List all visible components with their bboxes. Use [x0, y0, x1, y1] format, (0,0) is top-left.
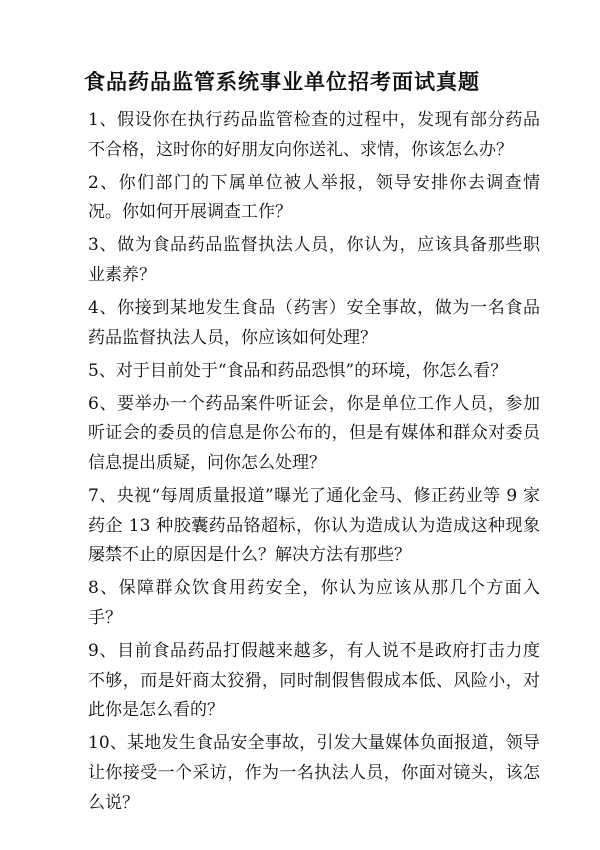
question-10: 10、某地发生食品安全事故，引发大量媒体负面报道，领导让你接受一个采访，作为一名执法人员，你面对镜头，该怎么说？ — [88, 733, 540, 813]
question-7: 7、央视“每周质量报道”曝光了通化金马、修正药业等 9 家药企 13 种胶囊药品铬超标，你认为造成认为造成这种现象屡禁不止的原因是什么？解决方法有那些？ — [88, 486, 540, 566]
question-3: 3、做为食品药品监督执法人员，你认为，应该具备那些职业素养？ — [88, 235, 540, 285]
question-4: 4、你接到某地发生食品（药害）安全事故，做为一名食品药品监督执法人员，你应该如何处理？ — [88, 298, 540, 348]
question-9: 9、目前食品药品打假越来越多，有人说不是政府打击力度不够，而是奸商太狡猾，同时制假售假成本低、风险小，对此你是怎么看的？ — [88, 641, 540, 721]
question-2: 2、你们部门的下属单位被人举报，领导安排你去调查情况。你如何开展调查工作？ — [88, 172, 540, 223]
question-5: 5、对于目前处于“食品和药品恐惧”的环境，你怎么看？ — [88, 360, 508, 381]
question-list — [88, 106, 540, 818]
page-title: 食品药品监管系统事业单位招考面试真题 — [84, 70, 480, 94]
question-8: 8、保障群众饮食用药安全，你认为应该从那几个方面入手？ — [88, 578, 540, 628]
question-1: 1、假设你在执行药品监管检查的过程中，发现有部分药品不合格，这时你的好朋友向你送礼、求情，你该怎么办？ — [88, 110, 540, 160]
question-6: 6、要举办一个药品案件听证会，你是单位工作人员，参加听证会的委员的信息是你公布的，但是有媒体和群众对委员信息提出质疑，问你怎么处理？ — [88, 393, 540, 474]
